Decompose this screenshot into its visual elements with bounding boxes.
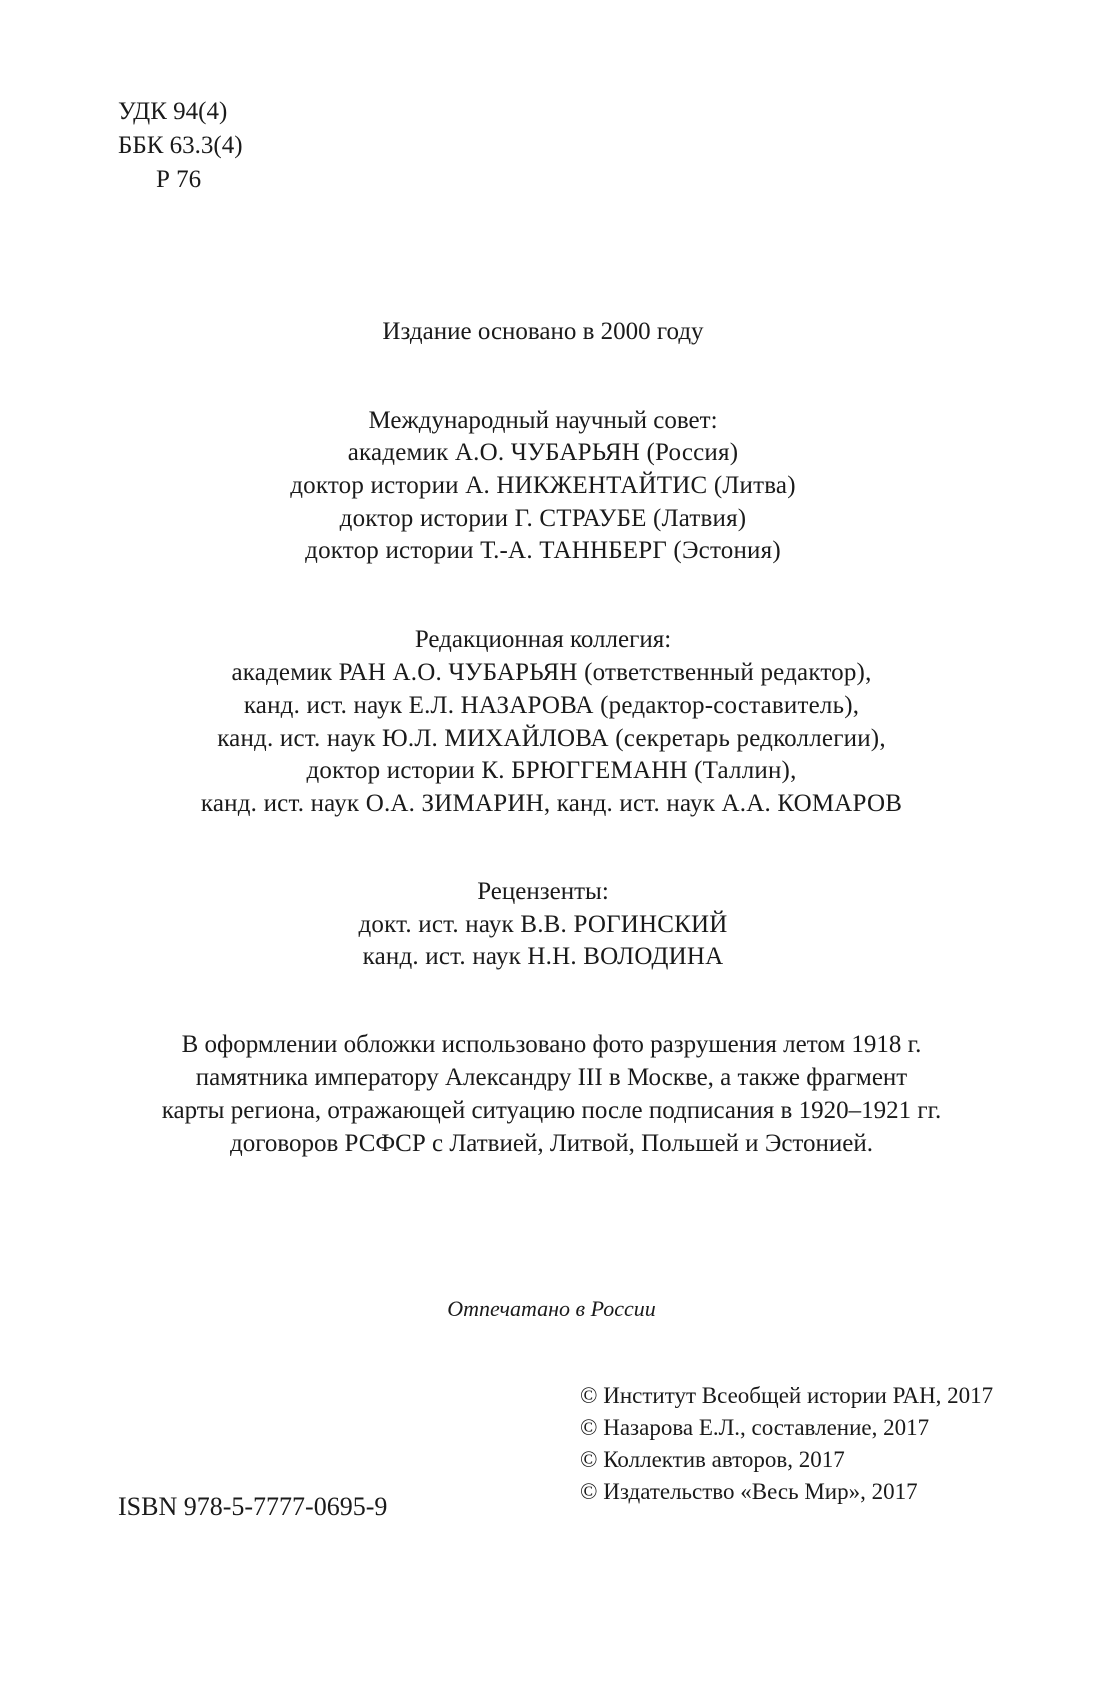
copyright-line: © Коллектив авторов, 2017 (580, 1447, 845, 1472)
editorial-board-member: доктор истории К. БРЮГГЕМАНН (Таллин), (306, 757, 797, 784)
copyright-line: © Издательство «Весь Мир», 2017 (580, 1479, 918, 1504)
isbn: ISBN 978-5-7777-0695-9 (118, 1492, 388, 1521)
editorial-board-member: академик РАН А.О. ЧУБАРЬЯН (ответственный редактор), (231, 659, 872, 686)
founded-note: Издание основано в 2000 году (382, 318, 704, 345)
cover-note-line: карты региона, отражающей ситуацию после подписания в 1920–1921 гг. (161, 1097, 942, 1124)
reviewer: канд. ист. наук Н.Н. ВОЛОДИНА (362, 943, 724, 970)
council-member: доктор истории А. НИКЖЕНТАЙТИС (Литва) (290, 472, 796, 499)
reviewers-heading: Рецензенты: (477, 878, 609, 905)
cover-note-line: памятника императору Александру III в Москве, а также фрагмент (195, 1064, 908, 1091)
editorial-board-heading: Редакционная коллегия: (414, 626, 672, 653)
cover-note-line: В оформлении обложки использовано фото разрушения летом 1918 г. (181, 1031, 922, 1058)
author-mark: Р 76 (156, 166, 202, 193)
editorial-board-member: канд. ист. наук Е.Л. НАЗАРОВА (редактор-составитель), (243, 692, 860, 719)
udk-code: УДК 94(4) (118, 98, 228, 125)
copyright-line: © Назарова Е.Л., составление, 2017 (580, 1415, 930, 1440)
reviewer: докт. ист. наук В.В. РОГИНСКИЙ (358, 911, 728, 938)
council-member: академик А.О. ЧУБАРЬЯН (Россия) (347, 439, 739, 466)
bbk-code: ББК 63.3(4) (118, 132, 243, 159)
council-member: доктор истории Г. СТРАУБЕ (Латвия) (339, 505, 747, 532)
editorial-board-member: канд. ист. наук О.А. ЗИМАРИН, канд. ист. наук А.А. КОМАРОВ (200, 790, 903, 817)
council-member: доктор истории Т.-А. ТАННБЕРГ (Эстония) (305, 537, 781, 564)
printed-in: Отпечатано в России (447, 1296, 656, 1321)
council-heading: Международный научный совет: (368, 407, 718, 434)
cover-note-line: договоров РСФСР с Латвией, Литвой, Польшей и Эстонией. (230, 1130, 873, 1157)
copyright-line: © Институт Всеобщей истории РАН, 2017 (580, 1383, 994, 1408)
editorial-board-member: канд. ист. наук Ю.Л. МИХАЙЛОВА (секретарь редколлегии), (217, 725, 886, 752)
